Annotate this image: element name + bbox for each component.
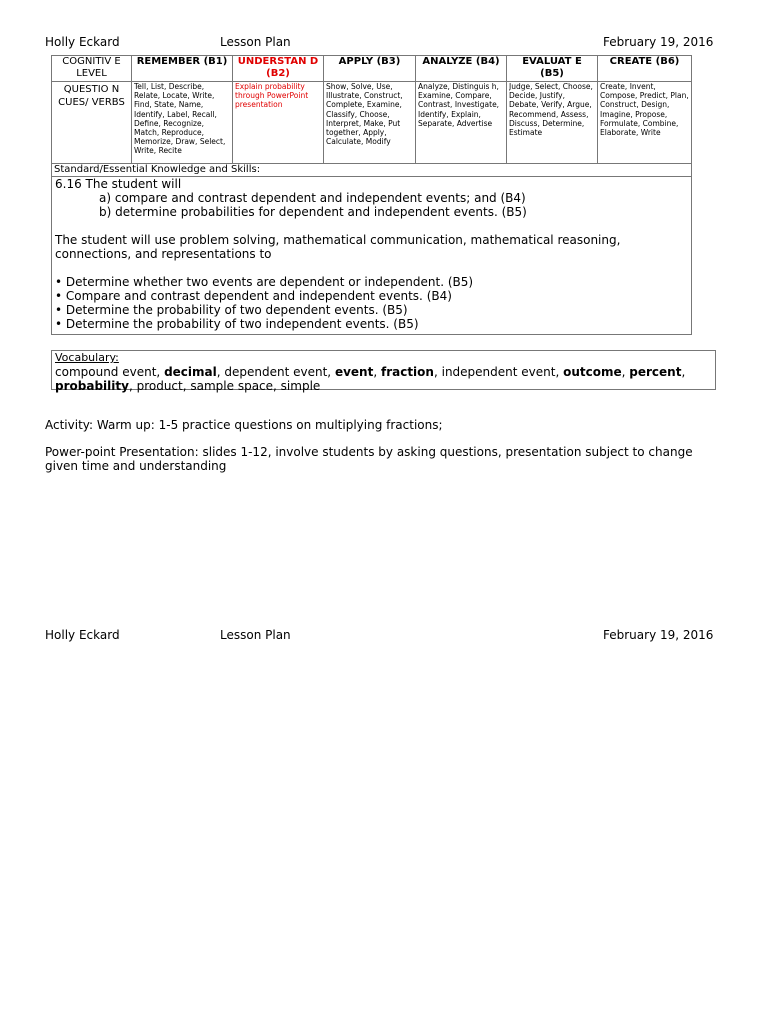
standard-item-a: a) compare and contrast dependent and independent events; and (B4) xyxy=(99,191,526,205)
vocabulary-term: compound event xyxy=(55,365,157,379)
question-cues-row xyxy=(52,82,692,164)
standard-label: Standard/Essential Knowledge and Skills: xyxy=(52,164,692,177)
cognitive-level-table xyxy=(51,55,692,335)
vocabulary-box xyxy=(51,350,716,393)
document-title-repeat: Lesson Plan xyxy=(220,628,291,642)
vocabulary-term: product xyxy=(136,379,183,393)
document-title: Lesson Plan xyxy=(220,35,291,49)
verbs-apply: Show, Solve, Use, Illustrate, Construct, Complete, Examine, Classify, Choose, Interpret, Make, Put together, Apply, Calculate, Modify xyxy=(326,82,403,147)
verbs-understand: Explain probability through PowerPoint presentation xyxy=(235,82,309,110)
level-remember: REMEMBER (B1) xyxy=(132,56,233,82)
question-cues-label: QUESTIO N CUES/ VERBS xyxy=(52,82,132,164)
standard-content xyxy=(52,177,692,335)
standard-code: 6.16 The student will xyxy=(55,177,182,191)
standard-bullet: • Compare and contrast dependent and independent events. (B4) xyxy=(55,289,452,303)
vocabulary-term: percent xyxy=(629,365,682,379)
vocabulary-term: decimal xyxy=(164,365,217,379)
level-understand: UNDERSTAN D (B2) xyxy=(233,56,324,82)
standard-item-b: b) determine probabilities for dependent and independent events. (B5) xyxy=(99,205,527,219)
vocabulary-term: independent event xyxy=(441,365,556,379)
level-analyze: ANALYZE (B4) xyxy=(416,56,507,82)
standard-bullet: • Determine the probability of two independent events. (B5) xyxy=(55,317,419,331)
level-create: CREATE (B6) xyxy=(598,56,692,82)
verbs-evaluate: Judge, Select, Choose, Decide, Justify, Debate, Verify, Argue, Recommend, Assess, Discuss, Determine, Estimate xyxy=(509,82,593,138)
verbs-analyze: Analyze, Distinguis h, Examine, Compare, Contrast, Investigate, Identify, Explain, Separate, Advertise xyxy=(418,82,500,128)
vocabulary-term: event xyxy=(334,365,374,379)
activity-text: Activity: Warm up: 1-5 practice questions on multiplying fractions; xyxy=(45,418,443,432)
vocabulary-terms: compound event, decimal, dependent event, event, fraction, independent event, outcome, percent, probability, product, sample space, simple xyxy=(55,365,686,393)
vocabulary-term: outcome xyxy=(563,365,622,379)
cognitive-level-label: COGNITIV E LEVEL xyxy=(52,56,132,82)
verbs-remember: Tell, List, Describe, Relate, Locate, Write, Find, State, Name, Identify, Label, Recall, Define, Recognize, Match, Reproduce, Memorize, Draw, Select, Write, Recite xyxy=(134,82,226,156)
standard-bullet: • Determine the probability of two dependent events. (B5) xyxy=(55,303,408,317)
document-date-repeat: February 19, 2016 xyxy=(603,628,714,642)
powerpoint-text: Power-point Presentation: slides 1-12, involve students by asking questions, presentation subject to change given time and understanding xyxy=(45,445,693,473)
vocabulary-term: simple xyxy=(280,379,321,393)
document-date: February 19, 2016 xyxy=(603,35,714,49)
author-name: Holly Eckard xyxy=(45,35,120,49)
standard-intro: The student will use problem solving, mathematical communication, mathematical reasoning, connections, and representations to xyxy=(55,233,621,261)
standard-bullet: • Determine whether two events are dependent or independent. (B5) xyxy=(55,275,474,289)
verbs-create: Create, Invent, Compose, Predict, Plan, Construct, Design, Imagine, Propose, Formulate, Combine, Elaborate, Write xyxy=(600,82,689,138)
vocabulary-term: probability xyxy=(55,379,129,393)
vocabulary-label: Vocabulary: xyxy=(55,351,119,364)
author-name-repeat: Holly Eckard xyxy=(45,628,120,642)
vocabulary-term: dependent event xyxy=(224,365,328,379)
cognitive-level-row xyxy=(52,56,692,82)
level-evaluate: EVALUAT E (B5) xyxy=(507,56,598,82)
vocabulary-term: fraction xyxy=(380,365,434,379)
vocabulary-term: sample space xyxy=(190,379,274,393)
level-apply: APPLY (B3) xyxy=(324,56,416,82)
